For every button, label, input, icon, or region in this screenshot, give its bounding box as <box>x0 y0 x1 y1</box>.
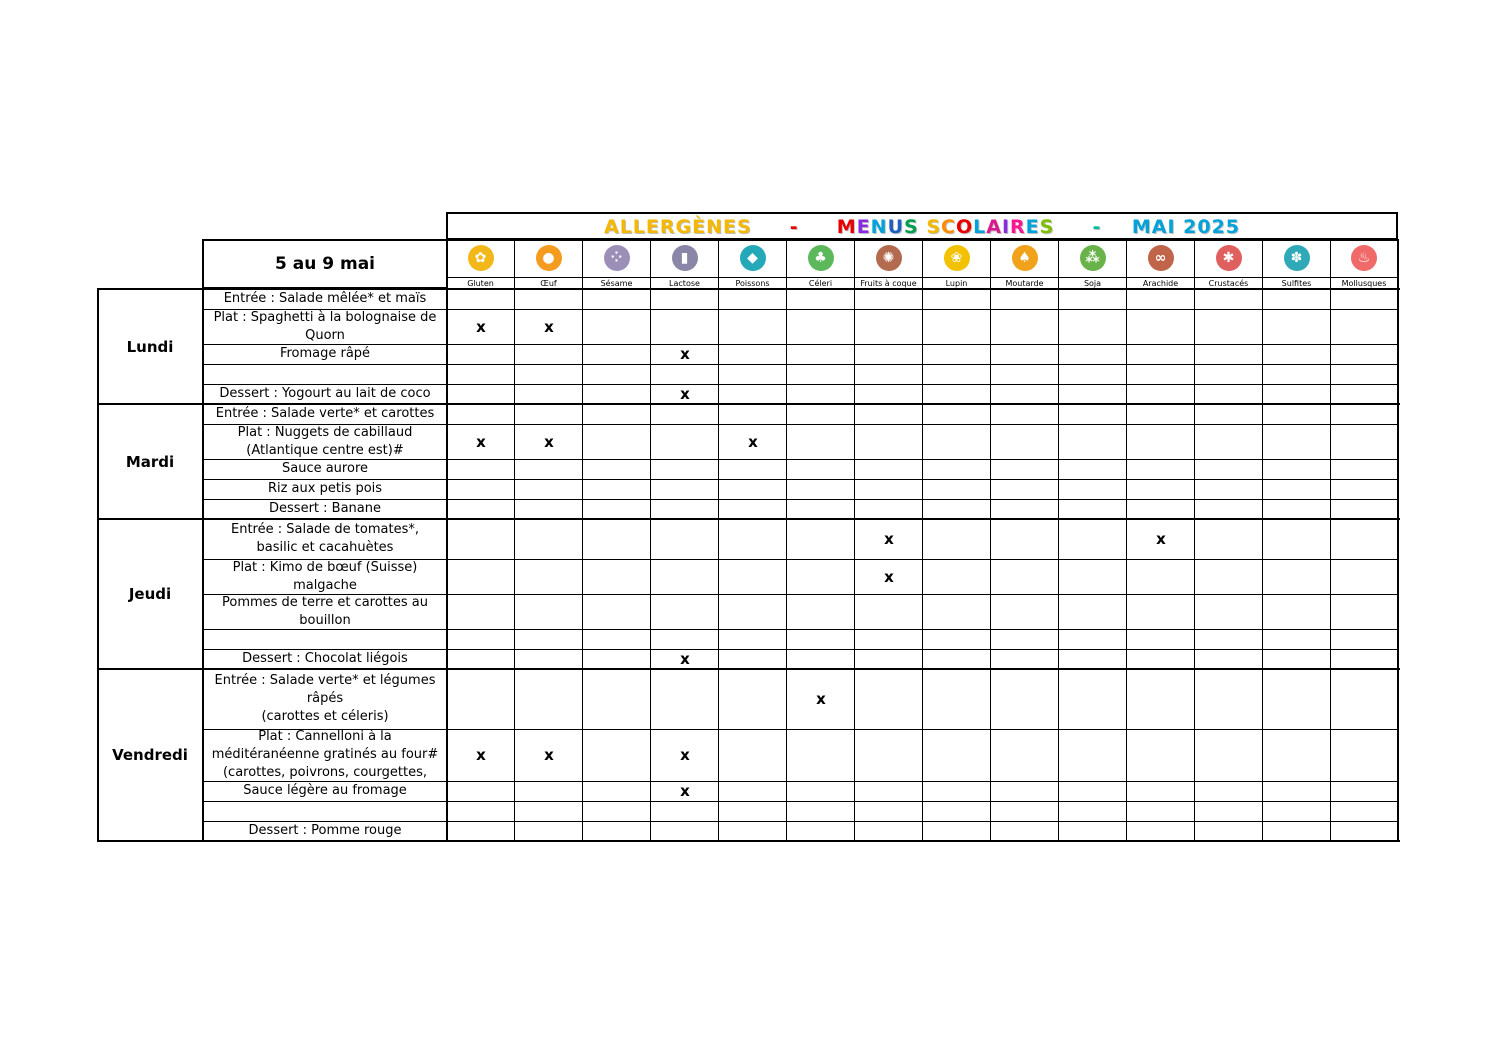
menu-item-line: Riz aux petis pois <box>267 481 383 496</box>
fish-icon: ◆ <box>740 245 766 271</box>
menu-item-line: Entrée : Salade verte* et légumes <box>214 673 436 688</box>
title-letter: L <box>973 216 987 238</box>
week-range: 5 au 9 mai <box>202 239 448 289</box>
allergen-column-border <box>1058 289 1059 841</box>
sesame-icon: ⁘ <box>604 245 630 271</box>
allergen-header-0 <box>447 239 515 289</box>
allergen-mark: x <box>680 782 690 800</box>
lupin-icon: ❀ <box>944 245 970 271</box>
nut-icon: ✺ <box>876 245 902 271</box>
allergen-header-7 <box>923 239 991 289</box>
wheat-icon: ✿ <box>468 245 494 271</box>
title-letter: A <box>986 216 1002 238</box>
menu-item-line: Dessert : Pomme rouge <box>248 823 402 838</box>
day-label: Vendredi <box>112 746 188 764</box>
menu-item-line: basilic et cacahuètes <box>256 540 394 555</box>
menu-item <box>203 519 447 559</box>
day-label: Mardi <box>125 452 175 471</box>
menu-item-line: Plat : Kimo de bœuf (Suisse) <box>232 559 418 575</box>
soy-icon: ⁂ <box>1080 245 1106 271</box>
menu-item-line: Sauce légère au fromage <box>243 783 407 798</box>
menu-item <box>203 649 447 669</box>
allergen-label: Sésame <box>600 279 633 288</box>
title-letter: E <box>1025 216 1040 238</box>
allergen-column-border <box>1262 289 1263 841</box>
egg-icon: ● <box>536 245 562 271</box>
menu-item <box>203 559 447 594</box>
allergen-header-1 <box>515 239 583 289</box>
menu-item-line: (carottes, poivrons, courgettes, <box>222 765 428 780</box>
allergen-mark: x <box>884 567 894 586</box>
menu-item-line: méditéranéenne gratinés au four# <box>211 747 439 762</box>
allergen-label: Arachide <box>1142 279 1179 288</box>
menu-item-line: malgache <box>293 577 357 593</box>
allergen-header-9 <box>1059 239 1127 289</box>
allergen-label: Sulfites <box>1281 279 1312 288</box>
allergen-mark: x <box>680 345 690 363</box>
allergen-header-2 <box>583 239 651 289</box>
menu-item <box>203 404 447 424</box>
allergen-mark: x <box>476 432 486 451</box>
allergen-column-border <box>990 289 991 841</box>
allergen-mark: x <box>476 746 486 764</box>
menu-item-line: Dessert : Chocolat liégois <box>242 651 408 666</box>
allergen-label: Crustacés <box>1208 279 1249 288</box>
menu-item-line: Plat : Cannelloni à la <box>258 729 392 744</box>
allergen-label: Soja <box>1083 279 1102 288</box>
allergen-mark: x <box>884 530 894 548</box>
allergen-header-6 <box>855 239 923 289</box>
menu-column-border <box>446 288 448 841</box>
shell-icon: ♨ <box>1351 245 1377 271</box>
menu-item-line: Plat : Spaghetti à la bolognaise de <box>213 309 437 325</box>
allergen-mark: x <box>544 432 554 451</box>
peanut-icon: ∞ <box>1148 245 1174 271</box>
allergen-header-5 <box>787 239 855 289</box>
allergen-header-11 <box>1195 239 1263 289</box>
allergen-header-10 <box>1127 239 1195 289</box>
menu-item-line: Fromage râpé <box>279 346 371 361</box>
day-label: Jeudi <box>128 585 172 603</box>
menu-item-line: (carottes et céleris) <box>261 709 389 724</box>
allergen-header-8 <box>991 239 1059 289</box>
allergen-label: Fruits à coque <box>860 279 917 288</box>
allergen-column-border <box>1194 289 1195 841</box>
milk-icon: ▮ <box>672 245 698 271</box>
title-letter: N <box>870 216 888 238</box>
menu-item-line: bouillon <box>299 612 351 628</box>
title-menus-scolaires <box>837 216 1055 238</box>
menu-item <box>203 344 447 364</box>
title-month: MAI 2025 <box>1131 216 1241 238</box>
menu-item <box>203 364 447 384</box>
allergen-mark: x <box>680 746 690 764</box>
allergen-label: Mollusques <box>1341 279 1387 288</box>
title-letter: S <box>1039 216 1055 238</box>
menu-item <box>203 594 447 629</box>
allergen-mark: x <box>680 385 690 403</box>
allergen-mark: x <box>680 650 690 668</box>
title-letter: O <box>955 216 974 238</box>
day-column-border <box>202 288 204 841</box>
title-letter: I <box>1001 216 1011 238</box>
allergen-header-3 <box>651 239 719 289</box>
menu-item <box>203 801 447 821</box>
allergen-header-12 <box>1263 239 1331 289</box>
allergen-label: Lactose <box>669 279 700 288</box>
table-left-border <box>97 288 99 841</box>
menu-item-line: Dessert : Yogourt au lait de coco <box>219 386 431 401</box>
menu-item-line: (Atlantique centre est)# <box>246 442 404 458</box>
menu-item <box>203 289 447 309</box>
allergen-column-border <box>1126 289 1127 841</box>
table-bottom <box>97 840 1400 842</box>
menu-item <box>203 499 447 519</box>
menu-item <box>203 384 447 404</box>
allergen-mark: x <box>1156 530 1166 548</box>
title-letter: C <box>941 216 956 238</box>
title-separator-2: - <box>1092 216 1102 238</box>
allergen-header-4 <box>719 239 787 289</box>
allergen-column-border <box>718 289 719 841</box>
menu-item-line: Entrée : Salade verte* et carottes <box>215 406 435 421</box>
title-separator-1: - <box>789 216 799 238</box>
allergen-mark: x <box>476 317 486 336</box>
allergen-column-border <box>582 289 583 841</box>
title-letter: U <box>887 216 905 238</box>
sulfite-icon: ✽ <box>1284 245 1310 271</box>
allergen-mark: x <box>816 690 826 708</box>
menu-item <box>203 424 447 459</box>
menu-item-line: Plat : Nuggets de cabillaud <box>237 424 413 440</box>
menu-item-line: Pommes de terre et carottes au <box>221 594 428 610</box>
menu-item-line: Quorn <box>305 327 345 343</box>
allergen-label: Poissons <box>735 279 770 288</box>
menu-item <box>203 479 447 499</box>
menu-item-line: Entrée : Salade mêlée* et maïs <box>223 291 427 306</box>
menu-item <box>203 459 447 479</box>
menu-item-line: Dessert : Banane <box>269 501 381 516</box>
allergen-mark: x <box>544 317 554 336</box>
crab-icon: ✱ <box>1216 245 1242 271</box>
allergen-label: Céleri <box>808 279 833 288</box>
allergen-column-border <box>1330 289 1331 841</box>
menu-item <box>203 669 447 729</box>
title-letter: E <box>856 216 871 238</box>
allergen-label: Moutarde <box>1005 279 1044 288</box>
day-label: Lundi <box>126 337 174 356</box>
allergen-column-border <box>514 289 515 841</box>
menu-item-line: Entrée : Salade de tomates*, <box>231 522 419 537</box>
allergen-column-border <box>922 289 923 841</box>
menu-item <box>203 309 447 344</box>
allergen-label: Gluten <box>467 279 494 288</box>
table-right-border <box>1397 288 1399 841</box>
title-letter: S <box>904 216 919 238</box>
allergen-mark: x <box>748 432 758 451</box>
menu-item <box>203 729 447 781</box>
title-letter: R <box>1010 216 1026 238</box>
page-title <box>446 212 1398 240</box>
menu-item <box>203 629 447 649</box>
allergen-label: Œuf <box>540 279 557 288</box>
title-letter: S <box>926 216 942 238</box>
allergen-column-border <box>650 289 651 841</box>
allergen-column-border <box>786 289 787 841</box>
title-allergenes: ALLERGÈNES <box>603 216 752 238</box>
menu-item-line: râpés <box>306 691 344 706</box>
allergen-mark: x <box>544 746 554 764</box>
celery-icon: ♣ <box>808 245 834 271</box>
title-letter: M <box>836 216 857 238</box>
allergen-header-13 <box>1331 239 1399 289</box>
menu-item <box>203 821 447 841</box>
allergen-label: Lupin <box>945 279 968 288</box>
menu-item <box>203 781 447 801</box>
allergen-column-border <box>854 289 855 841</box>
menu-item-line: Sauce aurore <box>281 461 368 476</box>
mustard-icon: ♠ <box>1012 245 1038 271</box>
